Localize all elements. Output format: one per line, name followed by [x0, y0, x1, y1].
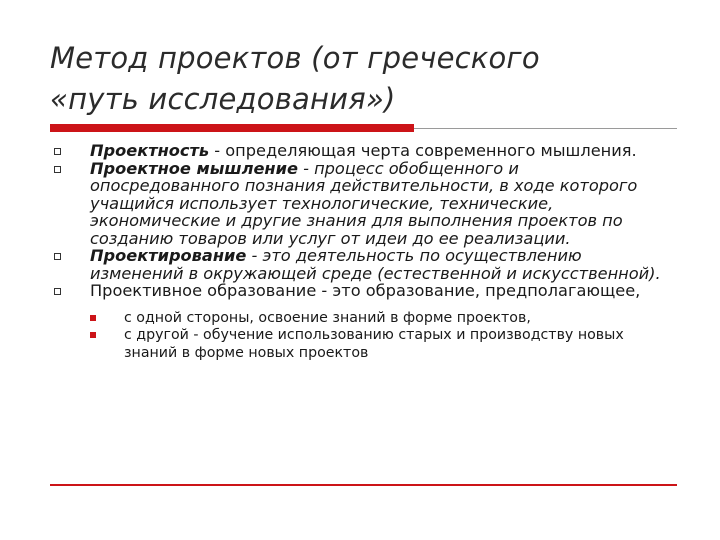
sub-bullet-list: [90, 310, 672, 363]
sub-bullet-item: [90, 310, 672, 328]
bullet-item-proektnoe-myshlenie: [52, 160, 672, 248]
slide-title-line-1: Метод проектов (от греческого: [50, 41, 540, 75]
slide-title: [50, 38, 690, 120]
bullet-text: - это деятельность по осуществлению изменений в окружающей среде (естественной и искусственной).: [90, 246, 661, 283]
slide-title-line-2: «путь исследования»): [50, 82, 396, 116]
bullet-list: [52, 142, 672, 362]
bullet-item-proektivnoe-obrazovanie: [52, 282, 672, 362]
bullet-term: Проектное мышление: [90, 158, 298, 178]
bullet-term: Проектность: [90, 141, 210, 160]
sub-bullet-item: [90, 327, 672, 362]
hollow-square-bullet-icon: [54, 288, 61, 295]
bullet-text: - определяющая черта современного мышления.: [209, 141, 637, 160]
title-underline-red: [50, 124, 414, 132]
bottom-divider: [50, 484, 677, 486]
hollow-square-bullet-icon: [54, 253, 61, 260]
filled-square-bullet-icon: [90, 332, 96, 338]
hollow-square-bullet-icon: [54, 166, 61, 173]
bullet-item-proektirovanie: [52, 247, 672, 282]
bullet-term: Проектирование: [90, 246, 247, 265]
sub-bullet-text: с другой - обучение использованию старых и производству новых знаний в форме новых проектов: [124, 327, 624, 361]
hollow-square-bullet-icon: [54, 148, 61, 155]
bullet-text: Проективное образование - это образование, предполагающее,: [90, 281, 641, 300]
filled-square-bullet-icon: [90, 315, 96, 321]
bullet-text: - процесс обобщенного и опосредованного познания действительности, в ходе которого учащийся использует технологические, технические, экономические и другие знания для выполнения проектов по созданию товаров или услуг от идеи до ее реализации.: [90, 158, 638, 248]
bullet-item-proektnost: [52, 142, 672, 160]
sub-bullet-text: с одной стороны, освоение знаний в форме проектов,: [124, 309, 531, 326]
